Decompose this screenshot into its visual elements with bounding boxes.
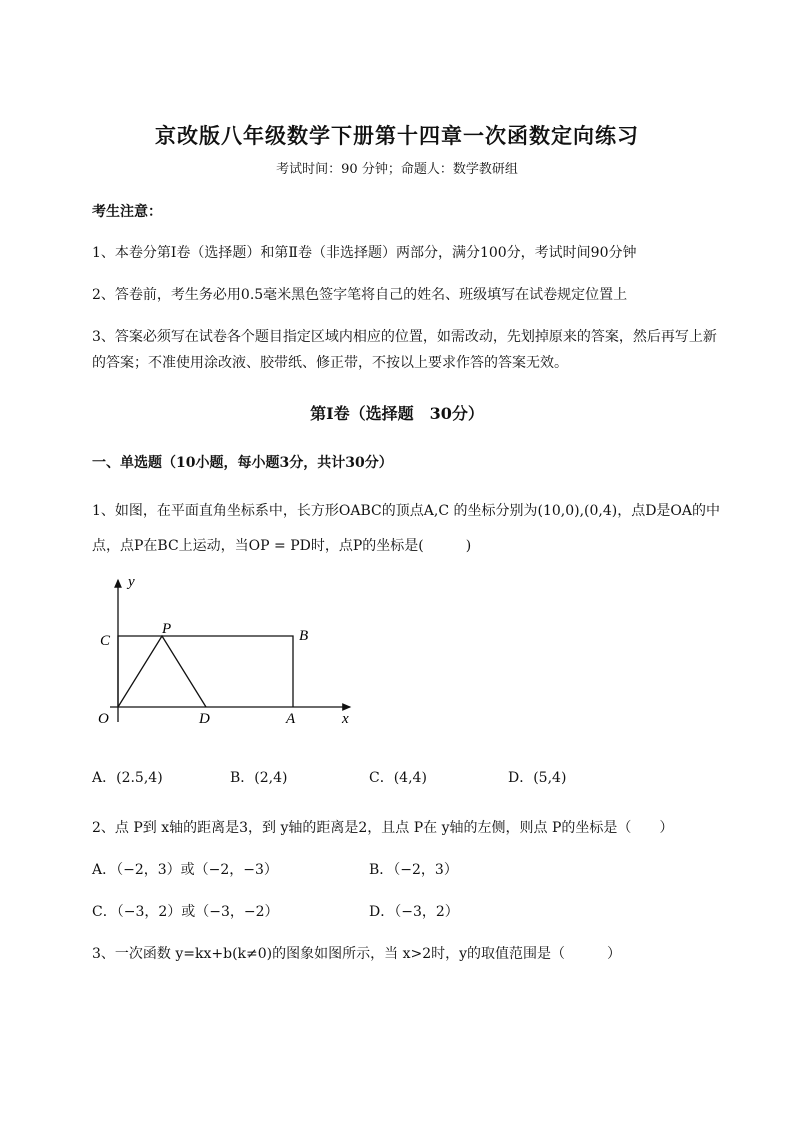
rectangle-diagram [92, 570, 362, 730]
label-D: D [199, 711, 210, 727]
question-1-figure [92, 570, 362, 730]
notice-item-1: 1、本卷分第Ⅰ卷（选择题）和第Ⅱ卷（非选择题）两部分，满分100分，考试时间90分钟 [92, 245, 637, 261]
notice-heading: 考生注意： [92, 204, 162, 220]
question-3-line-1: 3、一次函数 y=kx+b(k≠0)的图象如图所示，当 x>2时，y的取值范围是（ ） [92, 946, 622, 962]
section-title: 第Ⅰ卷（选择题 30分） [310, 404, 484, 423]
question-2-option-a[interactable]: A．（−2，3）或（−2，−3） [92, 862, 278, 878]
label-y: y [128, 574, 135, 590]
exam-info: 考试时间：90 分钟；命题人：数学教研组 [276, 162, 518, 177]
label-P: P [162, 621, 172, 637]
question-2-option-d[interactable]: D．（−3，2） [369, 904, 459, 920]
question-1-line-1: 1、如图，在平面直角坐标系中，长方形OABC的顶点A,C 的坐标分别为(10,0),(0,4)，点D是OA的中 [92, 503, 721, 519]
question-1-line-2: 点，点P在BC上运动，当OP = PD时，点P的坐标是( ) [92, 538, 472, 554]
notice-item-2: 2、答卷前，考生务必用0.5毫米黑色签字笔将自己的姓名、班级填写在试卷规定位置上 [92, 287, 628, 303]
segments-OP-PD [118, 636, 206, 707]
question-2-option-c[interactable]: C．（−3，2）或（−3，−2） [92, 904, 279, 920]
rectangle-OABC [118, 636, 293, 707]
label-O: O [98, 711, 109, 727]
label-C: C [100, 633, 111, 649]
notice-item-3-cont: 的答案；不准使用涂改液、胶带纸、修正带，不按以上要求作答的答案无效。 [92, 355, 568, 371]
label-B: B [299, 628, 309, 644]
question-2-line-1: 2、点 P到 x轴的距离是3，到 y轴的距离是2，且点 P在 y轴的左侧，则点 P的坐标是（ ） [92, 820, 674, 836]
question-2-option-b[interactable]: B．（−2，3） [369, 862, 458, 878]
question-1-option-b[interactable]: B．(2,4) [230, 770, 288, 786]
part-title: 一、单选题（10小题，每小题3分，共计30分） [92, 455, 393, 471]
question-1-option-a[interactable]: A．(2.5,4) [92, 770, 163, 786]
page-title: 京改版八年级数学下册第十四章一次函数定向练习 [155, 123, 639, 148]
label-x: x [342, 711, 349, 727]
question-1-option-c[interactable]: C．(4,4) [369, 770, 427, 786]
label-A: A [286, 711, 296, 727]
question-1-option-d[interactable]: D．(5,4) [508, 770, 567, 786]
notice-item-3: 3、答案必须写在试卷各个题目指定区域内相应的位置，如需改动，先划掉原来的答案，然后再写上新 [92, 329, 717, 345]
